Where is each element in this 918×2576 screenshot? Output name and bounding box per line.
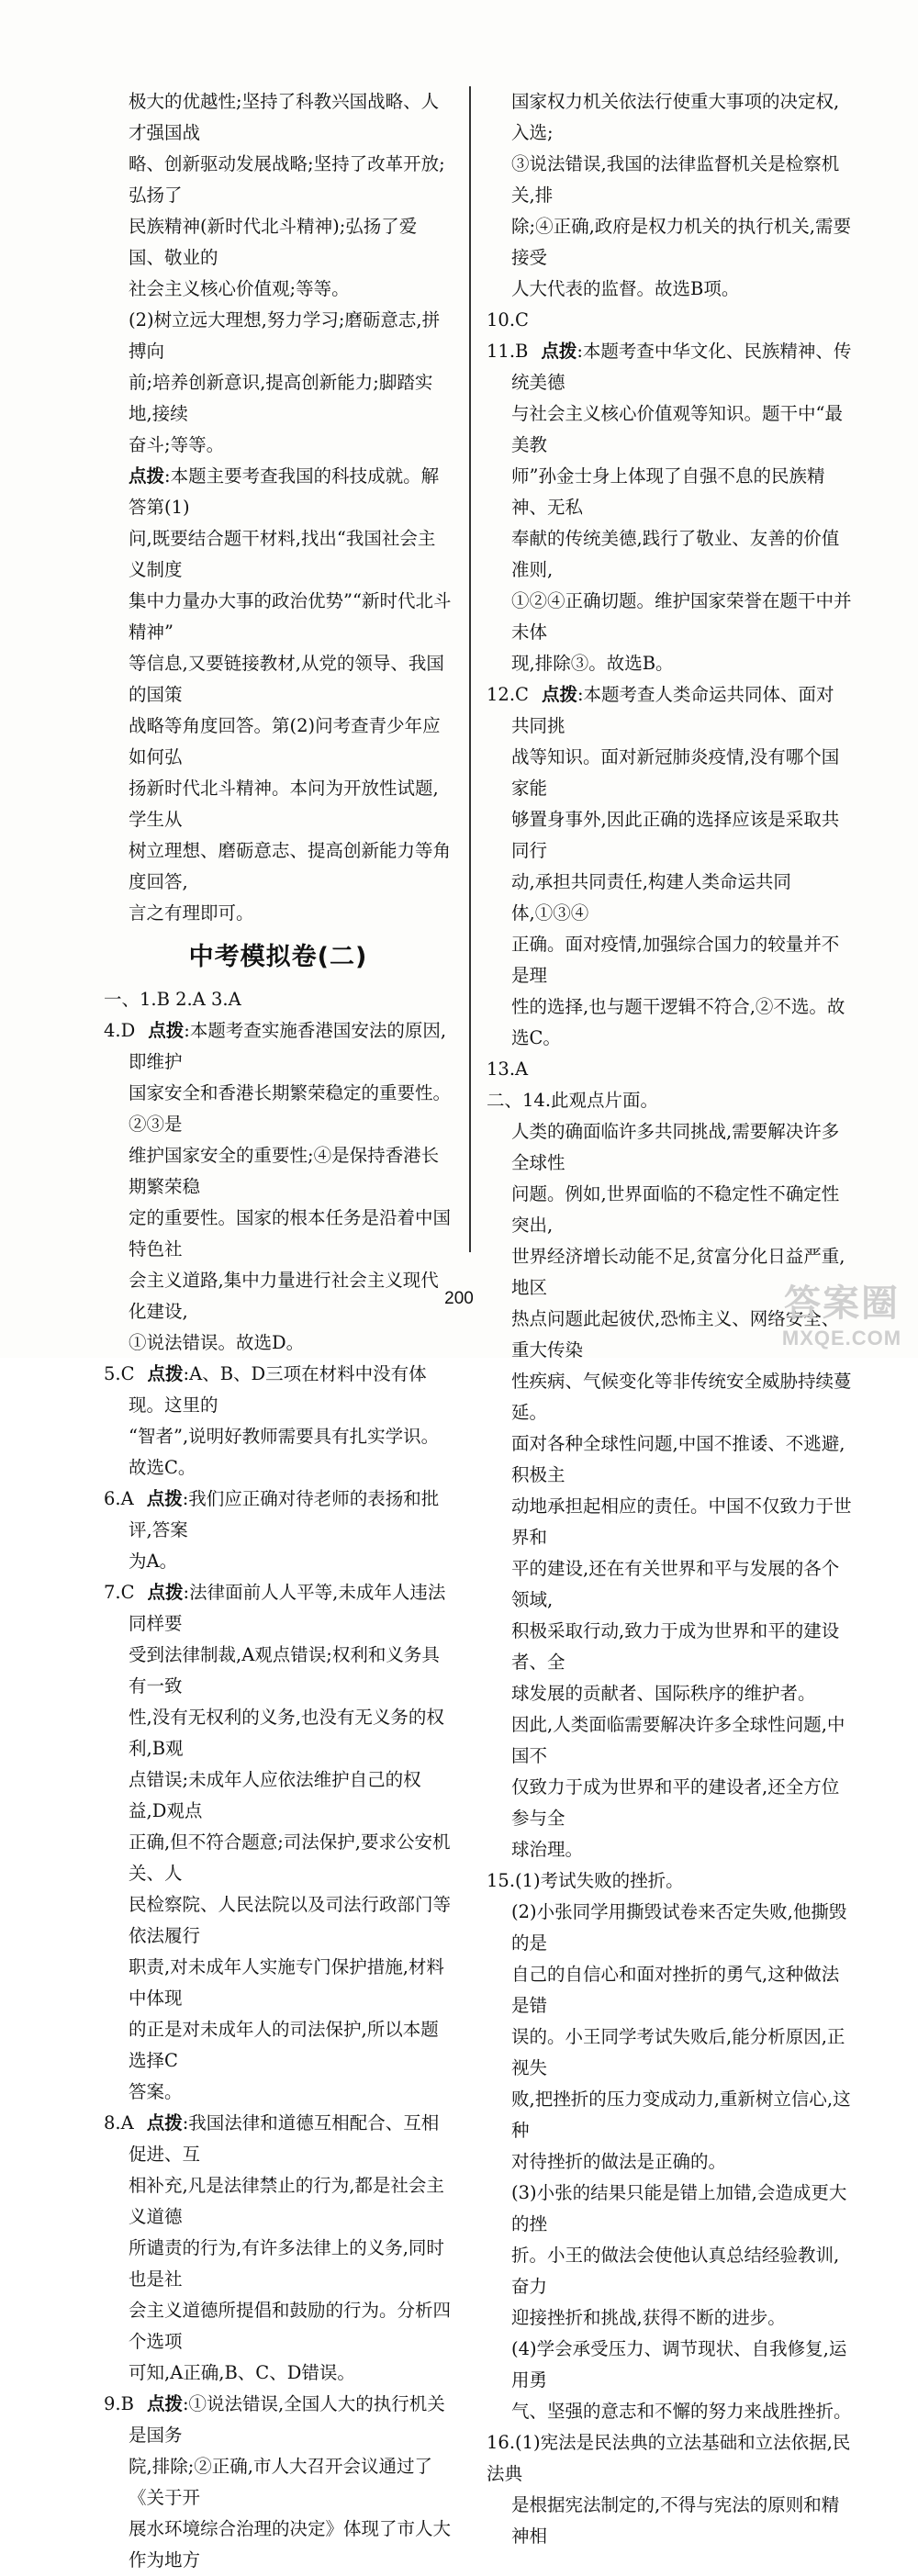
text-line: 展水环境综合治理的决定》体现了市人大作为地方 xyxy=(129,2518,452,2570)
text-line: 热点问题此起彼伏,恐怖主义、网络安全、重大传染 xyxy=(511,1308,840,1361)
answer-item xyxy=(487,336,852,398)
answer-number: 15.(1)考试失败的挫折。 xyxy=(487,1870,684,1891)
text-line: 点错误;未成年人应依法维护自己的权益,D观点 xyxy=(129,1769,421,1821)
answer-item xyxy=(487,679,852,742)
text-line: 问题。例如,世界面临的不稳定性不确定性突出, xyxy=(511,1183,840,1236)
text-line: 动地承担起相应的责任。中国不仅致力于世界和 xyxy=(511,1495,852,1548)
answer-number: 4.D xyxy=(104,1020,136,1041)
text-line: 答案。 xyxy=(129,2081,183,2102)
text-line: :我国法律和道德互相配合、互相促进、互 xyxy=(129,2112,440,2165)
text-line: 动,承担共同责任,构建人类命运共同体,①③④ xyxy=(511,871,791,924)
text-line: 奋斗;等等。 xyxy=(129,434,225,455)
hint-label: 点拨 xyxy=(146,2393,183,2414)
hint-paragraph: 点拨:本题主要考查我国的科技成就。解答第(1) xyxy=(129,465,440,518)
text-line: 社会主义核心价值观;等等。 xyxy=(129,278,350,299)
text-line: 迎接挫折和挑战,获得不断的进步。 xyxy=(511,2307,786,2328)
text-line: 正确。面对疫情,加强综合国力的较量并不是理 xyxy=(511,934,840,986)
text-line: 败,把挫折的压力变成动力,重新树立信心,这种 xyxy=(511,2089,851,2141)
text-line: 所谴责的行为,有许多法律上的义务,同时也是社 xyxy=(129,2237,444,2290)
text-line: (2)树立远大理想,努力学习;磨砺意志,拼搏向 xyxy=(129,309,441,362)
text-line: 是根据宪法制定的,不得与宪法的原则和精神相 xyxy=(511,2494,840,2547)
answer-15 xyxy=(487,1865,852,2427)
watermark-logo xyxy=(773,1282,911,1354)
text-line: 的正是对未成年人的司法保护,所以本题选择C xyxy=(129,2019,439,2071)
column-divider xyxy=(469,86,471,1252)
text-line: 性,没有无权利的义务,也没有无义务的权利,B观 xyxy=(129,1707,444,1759)
answer-continuation xyxy=(104,86,453,929)
text-line: 现,排除③。故选B。 xyxy=(511,653,674,674)
answer-item xyxy=(487,1054,852,1085)
answer-continuation xyxy=(487,86,852,305)
text-line: 折。小王的做法会使他认真总结经验教训,奋力 xyxy=(511,2245,840,2297)
text-line: :A、B、D三项在材料中没有体现。这里的 xyxy=(129,1363,427,1416)
answer-number: 9.B xyxy=(104,2393,134,2414)
text-line: 集中力量办大事的政治优势”“新时代北斗精神” xyxy=(129,590,452,643)
answer-item xyxy=(487,2427,852,2490)
left-column xyxy=(104,86,453,2576)
hint-label: 点拨 xyxy=(148,1020,185,1041)
answer-item xyxy=(104,2389,453,2451)
text-line: 略、创新驱动发展战略;坚持了改革开放;弘扬了 xyxy=(129,153,445,206)
text-line: 职责,对未成年人实施专门保护措施,材料中体现 xyxy=(129,1956,444,2009)
answer-number: 5.C xyxy=(104,1363,135,1384)
text-line: :本题考查人类命运共同体、面对共同挑 xyxy=(511,684,834,736)
text-line: 国家权力机关依法行使重大事项的决定权,入选; xyxy=(511,91,840,143)
answer-number: 13.A xyxy=(487,1058,529,1080)
hint-label: 点拨 xyxy=(147,1582,184,1603)
text-line: 战略等角度回答。第(2)问考查青少年应如何弘 xyxy=(129,715,441,767)
answer-14-body xyxy=(487,1116,852,1865)
text-line: ①②④正确切题。维护国家荣誉在题干中并未体 xyxy=(511,590,852,643)
text-line: 平的建设,还在有关世界和平与发展的各个领域, xyxy=(511,1558,840,1610)
answer-item xyxy=(104,2108,453,2170)
answer-number: 二、14.此观点片面。 xyxy=(487,1090,659,1111)
text-line: 国家安全和香港长期繁荣稳定的重要性。②③是 xyxy=(129,1082,452,1135)
text-line: ③说法错误,我国的法律监督机关是检察机关,排 xyxy=(511,153,840,206)
text-line: 性的选择,也与题干逻辑不符合,②不选。故选C。 xyxy=(511,996,845,1048)
text-line: 够置身事外,因此正确的选择应该是采取共同行 xyxy=(511,809,840,861)
text-line: 极大的优越性;坚持了科教兴国战略、人才强国战 xyxy=(129,91,440,143)
hint-label: 点拨 xyxy=(147,1363,184,1384)
text-line: 等信息,又要链接教材,从党的领导、我国的国策 xyxy=(129,653,444,705)
text-line: 仅致力于成为世界和平的建设者,还全方位参与全 xyxy=(511,1776,840,1829)
text-line: 球治理。 xyxy=(511,1839,584,1860)
answer-number: 16. xyxy=(487,2432,516,2453)
answer-number: 12.C xyxy=(487,684,529,705)
text-line: 面对各种全球性问题,中国不推诿、不逃避,积极主 xyxy=(511,1433,845,1485)
text-line: 师”孙金士身上体现了自强不息的民族精神、无私 xyxy=(511,465,825,518)
answer-number: 6.A xyxy=(104,1488,134,1509)
text-line: :本题考查中华文化、民族精神、传统美德 xyxy=(511,341,852,393)
text-line: 民检察院、人民法院以及司法行政部门等依法履行 xyxy=(129,1894,452,1946)
watermark-url: MXQE.COM xyxy=(781,1327,902,1350)
text-line: 正确,但不符合题意;司法保护,要求公安机关、人 xyxy=(129,1831,451,1884)
text-line: 人类的确面临许多共同挑战,需要解决许多全球性 xyxy=(511,1121,840,1173)
text-line: 球发展的贡献者、国际秩序的维护者。 xyxy=(511,1683,816,1704)
text-line: 前;培养创新意识,提高创新能力;脚踏实地,接续 xyxy=(129,372,433,424)
text-line: 人大代表的监督。故选B项。 xyxy=(511,278,740,299)
text-line: “智者”,说明好教师需要具有扎实学识。故选C。 xyxy=(129,1426,440,1478)
text-line: 定的重要性。国家的根本任务是沿着中国特色社 xyxy=(129,1207,452,1260)
answer-item xyxy=(487,1085,852,1116)
text-line: 气、坚强的意志和不懈的努力来战胜挫折。 xyxy=(511,2401,852,2422)
answer-item xyxy=(104,1484,453,1546)
answer-item xyxy=(487,305,852,336)
hint-label: 点拨 xyxy=(129,465,165,487)
section-title: 中考模拟卷(二) xyxy=(188,943,368,971)
text-line: 相补充,凡是法律禁止的行为,都是社会主义道德 xyxy=(129,2175,444,2227)
text-line: 问,既要结合题干材料,找出“我国社会主义制度 xyxy=(129,528,436,580)
text-line: 误的。小王同学考试失败后,能分析原因,正视失 xyxy=(511,2026,845,2078)
answer-item xyxy=(104,1015,453,1078)
page-number: 200 xyxy=(444,1289,474,1308)
hint-label: 点拨 xyxy=(146,1488,183,1509)
text-line: 因此,人类面临需要解决许多全球性问题,中国不 xyxy=(511,1714,845,1766)
answer-16 xyxy=(487,2427,852,2552)
watermark-text: 答案圈 xyxy=(784,1282,900,1325)
text-line: ①说法错误。故选D。 xyxy=(129,1332,305,1353)
text-line: 树立理想、磨砺意志、提高创新能力等角度回答, xyxy=(129,840,452,892)
text-line: (4)学会承受压力、调节现状、自我修复,运用勇 xyxy=(511,2338,847,2391)
text-line: 除;④正确,政府是权力机关的执行机关,需要接受 xyxy=(511,216,851,268)
text-line: (1)宪法是民法典的立法基础和立法依据,民法典 xyxy=(487,2432,851,2484)
answer-number: 10.C xyxy=(487,309,529,330)
text-line: 受到法律制裁,A观点错误;权利和义务具有一致 xyxy=(129,1644,440,1697)
answer-item xyxy=(104,984,453,1015)
text-line: 会主义道德所提倡和鼓励的行为。分析四个选项 xyxy=(129,2300,452,2352)
text-line: 言之有理即可。 xyxy=(129,902,254,924)
answer-list-left xyxy=(104,984,453,2576)
text-line: 扬新时代北斗精神。本问为开放性试题,学生从 xyxy=(129,778,439,830)
text-line: 世界经济增长动能不足,贫富分化日益严重,地区 xyxy=(511,1246,845,1298)
text-line: 院,排除;②正确,市人大召开会议通过了《关于开 xyxy=(129,2456,432,2508)
text-line: 性疾病、气候变化等非传统安全威胁持续蔓延。 xyxy=(511,1371,852,1423)
hint-label: 点拨 xyxy=(541,341,577,362)
text-line: 民族精神(新时代北斗精神);弘扬了爱国、敬业的 xyxy=(129,216,418,268)
text-line: (2)小张同学用撕毁试卷来否定失败,他撕毁的是 xyxy=(511,1901,847,1954)
text-line: :我们应正确对待老师的表扬和批评,答案 xyxy=(129,1488,440,1540)
text-line: (3)小张的结果只能是错上加错,会造成更大的挫 xyxy=(511,2182,847,2234)
text-line: :法律面前人人平等,未成年人违法同样要 xyxy=(129,1582,446,1634)
hint-label: 点拨 xyxy=(146,2112,183,2134)
text-line: 奉献的传统美德,践行了敬业、友善的价值准则, xyxy=(511,528,840,580)
text-line: :本题考查实施香港国安法的原因,即维护 xyxy=(129,1020,447,1072)
text-line: 会主义道路,集中力量进行社会主义现代化建设, xyxy=(129,1270,439,1322)
hint-label: 点拨 xyxy=(541,684,577,705)
text-line: 自己的自信心和面对挫折的勇气,这种做法是错 xyxy=(511,1964,840,2016)
answer-number: 一、1.B 2.A 3.A xyxy=(104,989,241,1010)
text-line: 战等知识。面对新冠肺炎疫情,没有哪个国家能 xyxy=(511,746,840,799)
text-line: :①说法错误,全国人大的执行机关是国务 xyxy=(129,2393,445,2446)
answer-item xyxy=(104,1359,453,1421)
text-line: 积极采取行动,致力于成为世界和平的建设者、全 xyxy=(511,1620,840,1673)
answer-number: 7.C xyxy=(104,1582,135,1603)
answer-number: 8.A xyxy=(104,2112,134,2134)
text-line: 可知,A正确,B、C、D错误。 xyxy=(129,2362,355,2383)
text-line: 与社会主义核心价值观等知识。题干中“最美教 xyxy=(511,403,843,455)
text-line: 维护国家安全的重要性;④是保持香港长期繁荣稳 xyxy=(129,1145,440,1197)
answer-number: 11.B xyxy=(487,341,529,362)
answer-list-right xyxy=(487,305,852,1116)
text-line: 为A。 xyxy=(129,1551,178,1572)
text-line: 对待挫折的做法是正确的。 xyxy=(511,2151,727,2172)
answer-item xyxy=(104,1577,453,1640)
